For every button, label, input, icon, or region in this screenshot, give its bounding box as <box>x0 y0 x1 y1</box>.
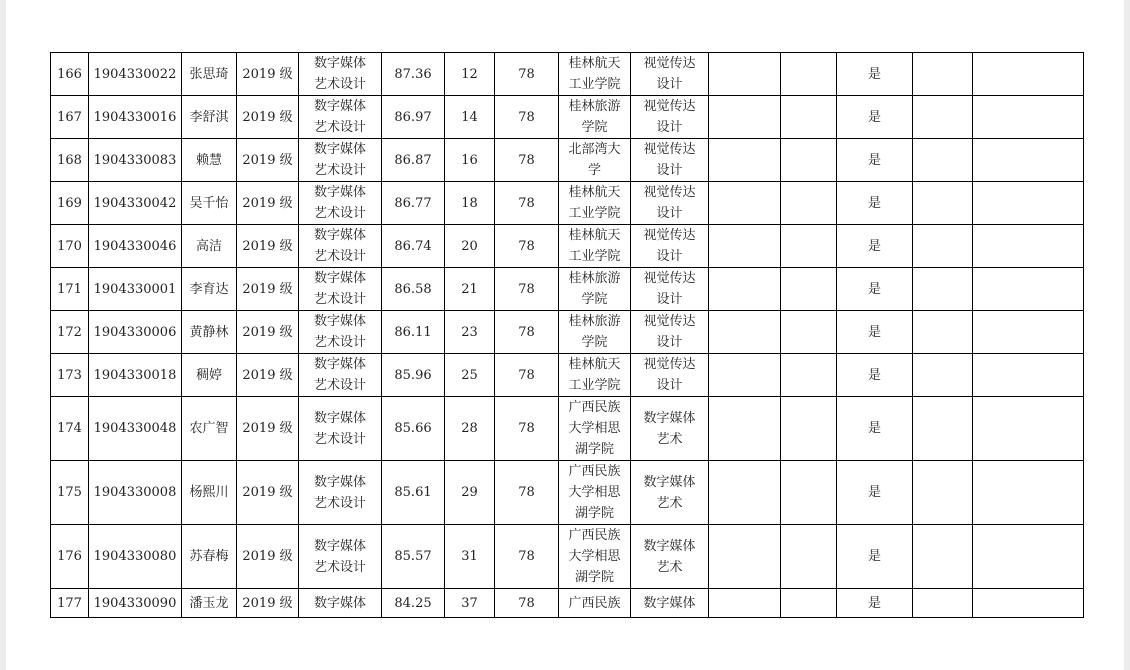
cell-no: 172 <box>51 311 89 354</box>
cell-empty <box>709 53 781 96</box>
cell-major: 数字媒体 艺术设计 <box>299 397 382 461</box>
cell-school: 桂林航天 工业学院 <box>559 182 631 225</box>
table-row <box>51 354 1084 397</box>
cell-rank: 37 <box>445 589 495 618</box>
cell-target-major: 数字媒体 艺术 <box>631 525 709 589</box>
cell-empty <box>913 96 973 139</box>
cell-name: 农广智 <box>182 397 237 461</box>
cell-empty <box>709 589 781 618</box>
cell-id: 1904330008 <box>89 461 182 525</box>
cell-major: 数字媒体 艺术设计 <box>299 139 382 182</box>
cell-empty <box>781 139 837 182</box>
cell-empty <box>709 96 781 139</box>
cell-yes: 是 <box>837 525 913 589</box>
cell-grade: 2019 级 <box>237 525 299 589</box>
cell-empty <box>913 589 973 618</box>
cell-empty <box>973 461 1084 525</box>
cell-school: 广西民族 大学相思 湖学院 <box>559 525 631 589</box>
cell-empty <box>973 354 1084 397</box>
cell-empty <box>781 268 837 311</box>
cell-name: 黄静林 <box>182 311 237 354</box>
cell-target-major: 视觉传达 设计 <box>631 96 709 139</box>
document-page <box>6 0 1124 670</box>
cell-grade: 2019 级 <box>237 354 299 397</box>
cell-id: 1904330042 <box>89 182 182 225</box>
cell-target-major: 视觉传达 设计 <box>631 182 709 225</box>
table-row <box>51 225 1084 268</box>
cell-target-major: 视觉传达 设计 <box>631 268 709 311</box>
cell-id: 1904330016 <box>89 96 182 139</box>
cell-name: 李育达 <box>182 268 237 311</box>
cell-school: 广西民族 <box>559 589 631 618</box>
cell-rank: 12 <box>445 53 495 96</box>
table-row <box>51 397 1084 461</box>
cell-grade: 2019 级 <box>237 397 299 461</box>
cell-rank: 23 <box>445 311 495 354</box>
cell-score: 85.57 <box>382 525 445 589</box>
cell-score: 85.96 <box>382 354 445 397</box>
cell-empty <box>913 182 973 225</box>
cell-score: 86.97 <box>382 96 445 139</box>
cell-no: 177 <box>51 589 89 618</box>
cell-empty <box>913 53 973 96</box>
cell-empty <box>709 182 781 225</box>
cell-yes: 是 <box>837 225 913 268</box>
cell-target-major: 数字媒体 <box>631 589 709 618</box>
cell-major: 数字媒体 艺术设计 <box>299 225 382 268</box>
cell-grade: 2019 级 <box>237 96 299 139</box>
cell-no: 168 <box>51 139 89 182</box>
cell-id: 1904330080 <box>89 525 182 589</box>
cell-name: 李舒淇 <box>182 96 237 139</box>
cell-yes: 是 <box>837 268 913 311</box>
table-row <box>51 96 1084 139</box>
cell-grade: 2019 级 <box>237 461 299 525</box>
cell-yes: 是 <box>837 139 913 182</box>
cell-score: 86.77 <box>382 182 445 225</box>
cell-target-major: 数字媒体 艺术 <box>631 397 709 461</box>
cell-total: 78 <box>495 525 559 589</box>
cell-school: 桂林航天 工业学院 <box>559 53 631 96</box>
cell-total: 78 <box>495 96 559 139</box>
table-row <box>51 139 1084 182</box>
cell-empty <box>781 589 837 618</box>
cell-empty <box>913 461 973 525</box>
cell-target-major: 视觉传达 设计 <box>631 311 709 354</box>
cell-total: 78 <box>495 182 559 225</box>
cell-score: 86.11 <box>382 311 445 354</box>
cell-name: 赖慧 <box>182 139 237 182</box>
cell-total: 78 <box>495 461 559 525</box>
cell-target-major: 视觉传达 设计 <box>631 354 709 397</box>
cell-no: 166 <box>51 53 89 96</box>
cell-major: 数字媒体 艺术设计 <box>299 268 382 311</box>
cell-no: 175 <box>51 461 89 525</box>
cell-major: 数字媒体 艺术设计 <box>299 53 382 96</box>
cell-name: 高洁 <box>182 225 237 268</box>
cell-empty <box>709 311 781 354</box>
cell-major: 数字媒体 艺术设计 <box>299 96 382 139</box>
cell-empty <box>709 225 781 268</box>
cell-score: 85.66 <box>382 397 445 461</box>
cell-empty <box>781 461 837 525</box>
cell-name: 稠婷 <box>182 354 237 397</box>
cell-total: 78 <box>495 589 559 618</box>
cell-id: 1904330046 <box>89 225 182 268</box>
cell-empty <box>781 354 837 397</box>
cell-grade: 2019 级 <box>237 268 299 311</box>
cell-major: 数字媒体 艺术设计 <box>299 311 382 354</box>
cell-empty <box>781 311 837 354</box>
cell-empty <box>913 139 973 182</box>
cell-empty <box>973 589 1084 618</box>
cell-target-major: 数字媒体 艺术 <box>631 461 709 525</box>
cell-score: 86.58 <box>382 268 445 311</box>
cell-empty <box>973 139 1084 182</box>
cell-empty <box>709 525 781 589</box>
cell-school: 广西民族 大学相思 湖学院 <box>559 461 631 525</box>
cell-empty <box>781 525 837 589</box>
cell-major: 数字媒体 艺术设计 <box>299 182 382 225</box>
cell-rank: 14 <box>445 96 495 139</box>
cell-target-major: 视觉传达 设计 <box>631 139 709 182</box>
cell-empty <box>913 525 973 589</box>
cell-school: 桂林航天 工业学院 <box>559 354 631 397</box>
cell-id: 1904330090 <box>89 589 182 618</box>
cell-empty <box>913 397 973 461</box>
cell-total: 78 <box>495 225 559 268</box>
cell-grade: 2019 级 <box>237 225 299 268</box>
table-row <box>51 589 1084 618</box>
cell-total: 78 <box>495 354 559 397</box>
cell-no: 174 <box>51 397 89 461</box>
cell-yes: 是 <box>837 53 913 96</box>
cell-school: 桂林旅游 学院 <box>559 311 631 354</box>
cell-total: 78 <box>495 311 559 354</box>
cell-empty <box>973 225 1084 268</box>
table-row <box>51 525 1084 589</box>
cell-grade: 2019 级 <box>237 139 299 182</box>
cell-score: 84.25 <box>382 589 445 618</box>
cell-empty <box>913 311 973 354</box>
cell-empty <box>781 182 837 225</box>
cell-empty <box>781 96 837 139</box>
cell-id: 1904330018 <box>89 354 182 397</box>
cell-empty <box>709 461 781 525</box>
cell-empty <box>973 53 1084 96</box>
cell-school: 北部湾大 学 <box>559 139 631 182</box>
cell-yes: 是 <box>837 96 913 139</box>
cell-target-major: 视觉传达 设计 <box>631 225 709 268</box>
cell-empty <box>973 311 1084 354</box>
cell-yes: 是 <box>837 397 913 461</box>
cell-empty <box>781 225 837 268</box>
cell-total: 78 <box>495 268 559 311</box>
cell-yes: 是 <box>837 461 913 525</box>
cell-yes: 是 <box>837 182 913 225</box>
cell-empty <box>709 354 781 397</box>
cell-major: 数字媒体 艺术设计 <box>299 354 382 397</box>
cell-school: 桂林航天 工业学院 <box>559 225 631 268</box>
cell-score: 85.61 <box>382 461 445 525</box>
cell-id: 1904330048 <box>89 397 182 461</box>
cell-name: 潘玉龙 <box>182 589 237 618</box>
cell-rank: 21 <box>445 268 495 311</box>
cell-name: 杨熙川 <box>182 461 237 525</box>
cell-rank: 20 <box>445 225 495 268</box>
cell-no: 176 <box>51 525 89 589</box>
cell-empty <box>709 268 781 311</box>
cell-yes: 是 <box>837 311 913 354</box>
cell-name: 苏春梅 <box>182 525 237 589</box>
student-table <box>50 52 1084 618</box>
cell-no: 173 <box>51 354 89 397</box>
cell-name: 张思琦 <box>182 53 237 96</box>
table-row <box>51 53 1084 96</box>
cell-grade: 2019 级 <box>237 182 299 225</box>
cell-rank: 25 <box>445 354 495 397</box>
cell-score: 87.36 <box>382 53 445 96</box>
cell-no: 167 <box>51 96 89 139</box>
cell-empty <box>973 525 1084 589</box>
cell-school: 桂林旅游 学院 <box>559 96 631 139</box>
cell-no: 171 <box>51 268 89 311</box>
cell-total: 78 <box>495 53 559 96</box>
cell-school: 广西民族 大学相思 湖学院 <box>559 397 631 461</box>
cell-score: 86.87 <box>382 139 445 182</box>
table-row <box>51 311 1084 354</box>
cell-total: 78 <box>495 397 559 461</box>
cell-empty <box>781 397 837 461</box>
cell-grade: 2019 级 <box>237 311 299 354</box>
cell-major: 数字媒体 艺术设计 <box>299 461 382 525</box>
table-row <box>51 182 1084 225</box>
cell-no: 169 <box>51 182 89 225</box>
cell-id: 1904330022 <box>89 53 182 96</box>
cell-empty <box>709 397 781 461</box>
cell-name: 吴千怡 <box>182 182 237 225</box>
cell-rank: 28 <box>445 397 495 461</box>
cell-empty <box>913 225 973 268</box>
table-row <box>51 268 1084 311</box>
cell-target-major: 视觉传达 设计 <box>631 53 709 96</box>
cell-empty <box>973 268 1084 311</box>
cell-rank: 31 <box>445 525 495 589</box>
cell-yes: 是 <box>837 589 913 618</box>
cell-grade: 2019 级 <box>237 53 299 96</box>
cell-major: 数字媒体 艺术设计 <box>299 525 382 589</box>
cell-no: 170 <box>51 225 89 268</box>
cell-empty <box>781 53 837 96</box>
cell-empty <box>973 96 1084 139</box>
cell-empty <box>709 139 781 182</box>
cell-major: 数字媒体 <box>299 589 382 618</box>
cell-rank: 18 <box>445 182 495 225</box>
table-row <box>51 461 1084 525</box>
cell-id: 1904330083 <box>89 139 182 182</box>
cell-total: 78 <box>495 139 559 182</box>
cell-empty <box>973 182 1084 225</box>
cell-school: 桂林旅游 学院 <box>559 268 631 311</box>
cell-yes: 是 <box>837 354 913 397</box>
cell-rank: 16 <box>445 139 495 182</box>
cell-empty <box>913 354 973 397</box>
cell-id: 1904330001 <box>89 268 182 311</box>
cell-grade: 2019 级 <box>237 589 299 618</box>
cell-score: 86.74 <box>382 225 445 268</box>
cell-rank: 29 <box>445 461 495 525</box>
cell-id: 1904330006 <box>89 311 182 354</box>
cell-empty <box>913 268 973 311</box>
cell-empty <box>973 397 1084 461</box>
